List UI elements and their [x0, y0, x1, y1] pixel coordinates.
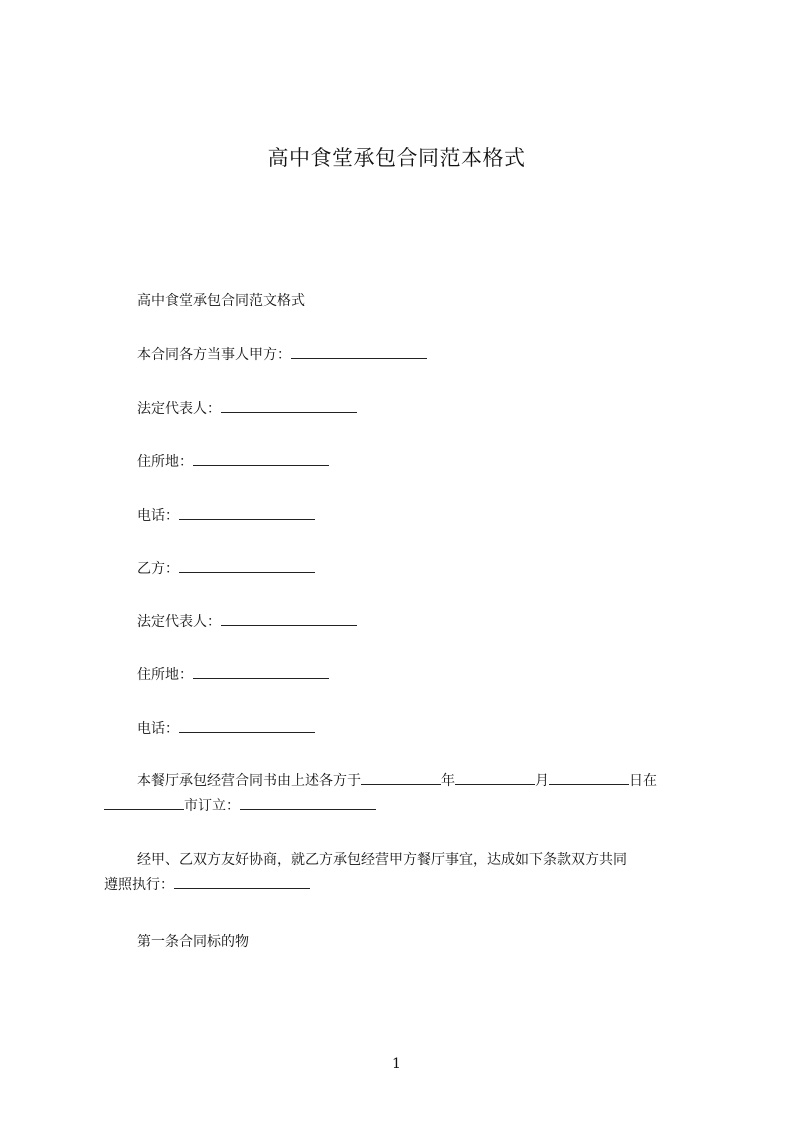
- para2-line2: 遵照执行：: [104, 877, 174, 893]
- party-b-phone-label: 电话：: [137, 721, 179, 737]
- article-1-heading: [137, 932, 249, 952]
- sign-blank: [240, 795, 376, 810]
- paragraph-signing-line2: [104, 794, 704, 819]
- party-a-line: [137, 344, 427, 365]
- party-b-rep-line: [137, 611, 357, 632]
- party-b-line: [137, 558, 315, 579]
- party-b-phone-blank: [179, 718, 315, 733]
- subtitle-text: 高中食堂承包合同范文格式: [137, 293, 305, 309]
- party-b-rep-label: 法定代表人：: [137, 614, 221, 630]
- paragraph-signing-line1: [104, 769, 704, 794]
- party-a-blank: [291, 344, 427, 359]
- month-label: 月: [535, 773, 549, 789]
- paragraph-signing: [104, 769, 704, 819]
- party-a-rep-blank: [221, 398, 357, 413]
- party-b-phone-line: [137, 718, 315, 739]
- party-a-rep-line: [137, 398, 357, 419]
- party-b-rep-blank: [221, 611, 357, 626]
- paragraph-agreement-line1: [104, 848, 704, 873]
- city-blank: [104, 795, 184, 810]
- execute-blank: [174, 874, 310, 889]
- party-b-label: 乙方：: [137, 561, 179, 577]
- day-blank: [549, 770, 629, 785]
- party-b-address-blank: [193, 664, 329, 679]
- party-a-address-label: 住所地：: [137, 454, 193, 470]
- subtitle: [137, 291, 305, 311]
- para2-line1: 经甲、乙双方友好协商，就乙方承包经营甲方餐厅事宜，达成如下条款双方共同: [137, 852, 627, 868]
- year-label: 年: [441, 773, 455, 789]
- party-a-phone-blank: [179, 505, 315, 520]
- month-blank: [455, 770, 535, 785]
- party-b-address-line: [137, 664, 329, 685]
- party-a-phone-line: [137, 505, 315, 526]
- paragraph-agreement: [104, 848, 704, 898]
- document-title: 高中食堂承包合同范本格式: [267, 146, 526, 170]
- party-a-address-line: [137, 451, 329, 472]
- article-1-text: 第一条合同标的物: [137, 934, 249, 950]
- party-b-address-label: 住所地：: [137, 667, 193, 683]
- page-number: 1: [392, 1056, 401, 1072]
- year-blank: [361, 770, 441, 785]
- paragraph-agreement-line2: [104, 873, 704, 898]
- city-label: 市订立：: [184, 798, 240, 814]
- party-a-label: 本合同各方当事人甲方：: [137, 347, 291, 363]
- para1-text: 本餐厅承包经营合同书由上述各方于: [137, 773, 361, 789]
- party-a-phone-label: 电话：: [137, 508, 179, 524]
- party-b-blank: [179, 558, 315, 573]
- day-label: 日在: [629, 773, 657, 789]
- party-a-address-blank: [193, 451, 329, 466]
- party-a-rep-label: 法定代表人：: [137, 401, 221, 417]
